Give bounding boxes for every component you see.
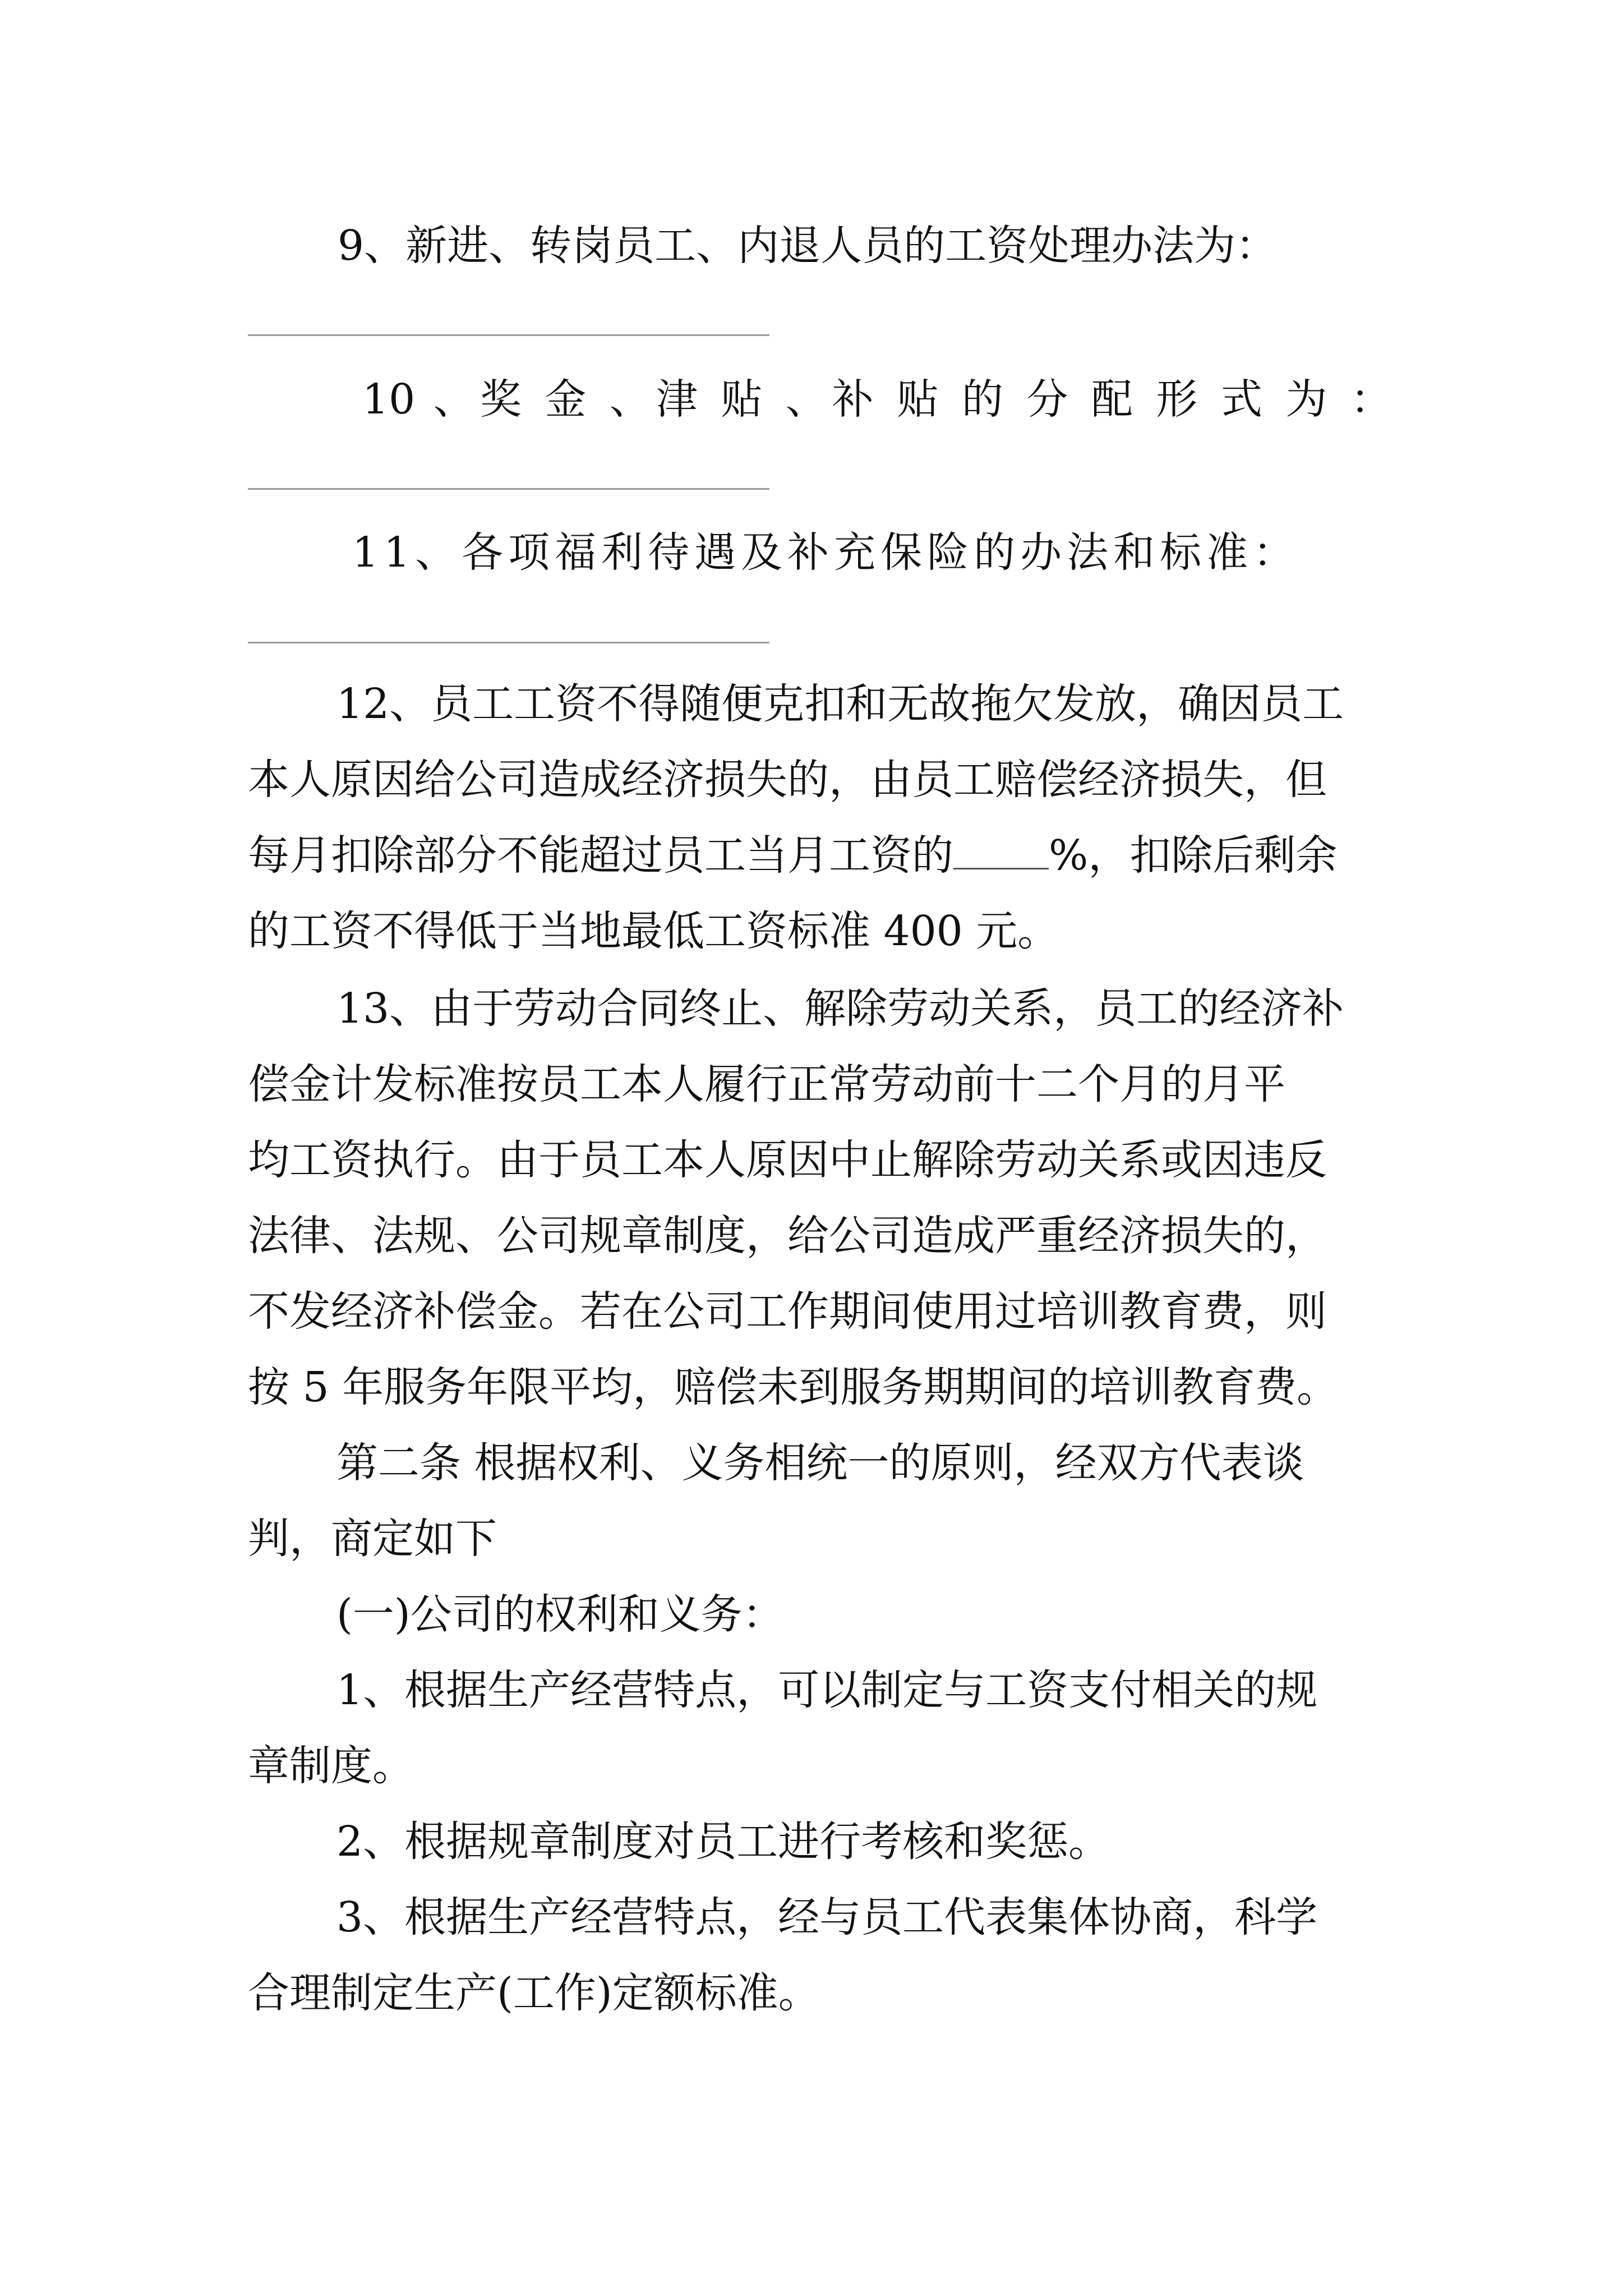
p12-line-3-before: 每月扣除部分不能超过员工当月工资的	[248, 831, 953, 880]
section-1-item-1-line-1: 1、根据生产经营特点，可以制定与工资支付相关的规	[336, 1666, 1318, 1714]
p12-line-2: 本人原因给公司造成经济损失的，由员工赔偿经济损失，但	[248, 756, 1327, 804]
fill-line-11	[248, 642, 769, 643]
section-1-item-2: 2、根据规章制度对员工进行考核和奖惩。	[336, 1818, 1110, 1866]
section-1-item-3-line-1: 3、根据生产经营特点，经与员工代表集体协商，科学	[336, 1893, 1318, 1941]
p12-line-3-after: %，扣除后剩余	[1049, 831, 1338, 880]
article-2-line-2: 判，商定如下	[248, 1515, 497, 1563]
fill-line-10	[248, 488, 769, 490]
p12-line-4: 的工资不得低于当地最低工资标准 400 元。	[248, 907, 1059, 955]
section-1-item-3-line-2: 合理制定生产(工作)定额标准。	[248, 1969, 820, 2017]
section-1-item-1-line-2: 章制度。	[248, 1742, 414, 1790]
item-9: 9、新进、转岗员工、内退人员的工资处理办法为：	[338, 222, 1278, 270]
p13-line-1: 13、由于劳动合同终止、解除劳动关系，员工的经济补	[336, 984, 1344, 1033]
p13-line-3: 均工资执行。由于员工本人原因中止解除劳动关系或因违反	[248, 1136, 1327, 1184]
percent-blank[interactable]	[953, 834, 1049, 869]
item-11: 11、各项福利待遇及补充保险的办法和标准：	[352, 528, 1300, 577]
p13-line-5: 不发经济补偿金。若在公司工作期间使用过培训教育费，则	[248, 1287, 1327, 1336]
p13-line-4: 法律、法规、公司规章制度，给公司造成严重经济损失的，	[248, 1212, 1327, 1260]
item-10: 10 、奖 金 、津 贴 、补 贴 的 分 配 形 式 为 ：	[362, 375, 1392, 424]
p13-line-2: 偿金计发标准按员工本人履行正常劳动前十二个月的月平	[248, 1060, 1285, 1108]
p12-line-1: 12、员工工资不得随便克扣和无故拖欠发放，确因员工	[336, 680, 1344, 728]
p12-line-3	[248, 827, 1392, 884]
section-1-heading: (一)公司的权利和义务：	[336, 1590, 784, 1639]
article-2-line-1: 第二条 根据权利、义务相统一的原则，经双方代表谈	[336, 1439, 1304, 1487]
fill-line-9	[248, 334, 769, 336]
p13-line-6: 按 5 年服务年限平均，赔偿未到服务期期间的培训教育费。	[248, 1363, 1339, 1411]
